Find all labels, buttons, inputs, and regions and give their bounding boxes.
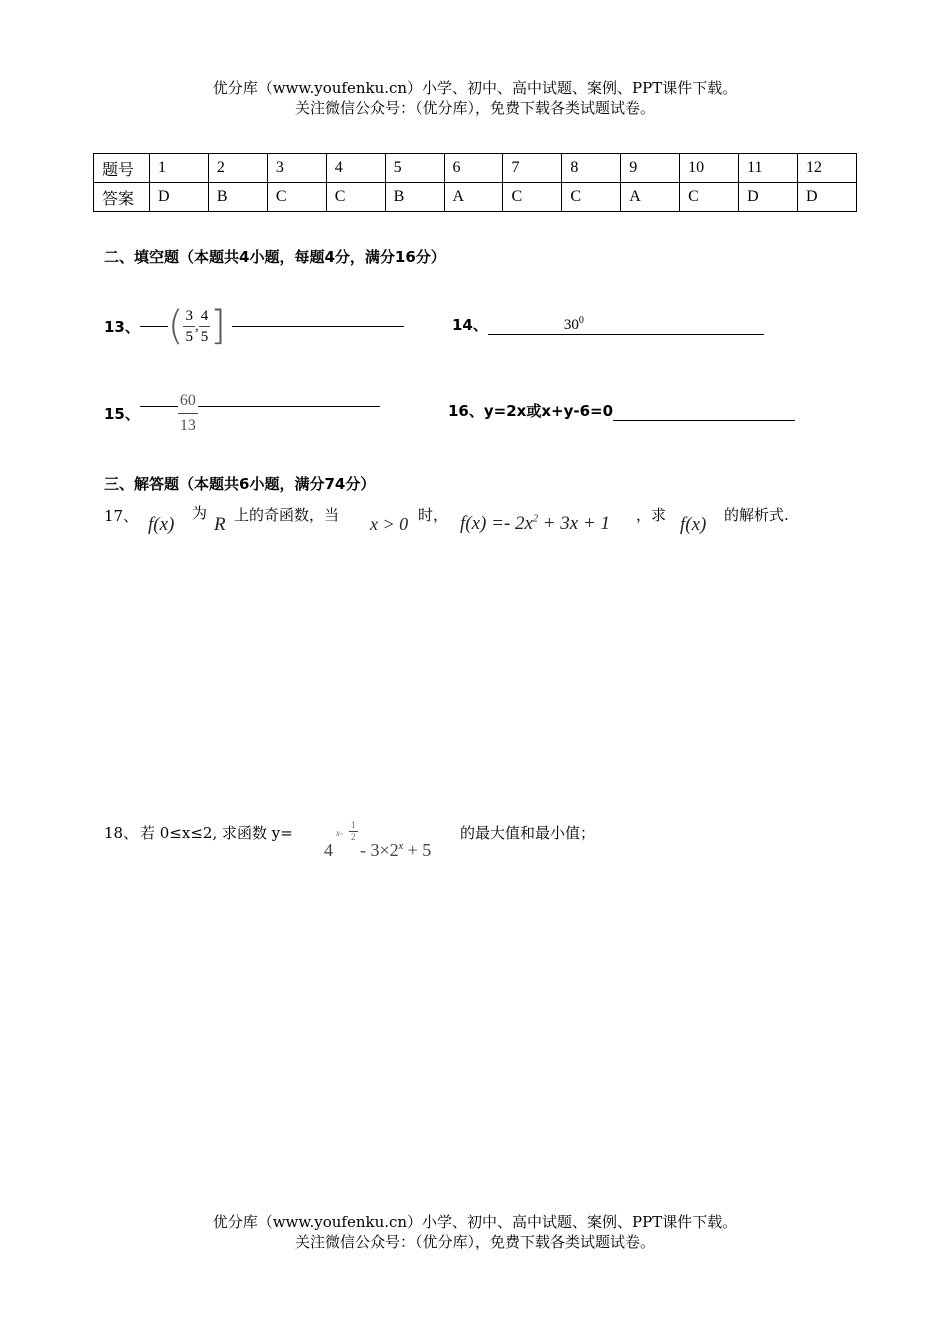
q13-num2: 4 bbox=[199, 306, 211, 327]
table-cell: 2 bbox=[208, 154, 267, 183]
table-cell: 1 bbox=[150, 154, 209, 183]
q13-fraction-1 bbox=[183, 306, 195, 347]
table-cell: B bbox=[208, 183, 267, 212]
q17-text-4: ，求 bbox=[636, 506, 667, 524]
q16-label: 16、 bbox=[448, 402, 484, 420]
q14-label: 14、 bbox=[452, 316, 488, 334]
table-cell: C bbox=[503, 183, 562, 212]
question-14 bbox=[452, 314, 764, 335]
q17-fx-2: f(x) bbox=[680, 514, 707, 535]
table-cell: C bbox=[326, 183, 385, 212]
table-cell: 9 bbox=[621, 154, 680, 183]
table-cell: 6 bbox=[444, 154, 503, 183]
header-line-2: 关注微信公众号：（优分库），免费下载各类试题试卷。 bbox=[294, 99, 655, 117]
q15-blank-trail bbox=[198, 406, 380, 407]
q13-blank-trail bbox=[232, 326, 404, 327]
footer-line-1: 优分库（www.youfenku.cn）小学、初中、高中试题、案例、PPT课件下载。 bbox=[212, 1213, 738, 1231]
q15-den: 13 bbox=[179, 416, 196, 434]
q13-den2: 5 bbox=[200, 328, 209, 345]
q17-text-3: 时， bbox=[418, 506, 449, 524]
table-cell: 5 bbox=[385, 154, 444, 183]
section-3-title: 三、解答题（本题共6小题，满分74分） bbox=[104, 475, 376, 493]
q17-text-1: 为 bbox=[192, 504, 208, 522]
question-16 bbox=[448, 400, 795, 421]
table-cell: 12 bbox=[797, 154, 856, 183]
q17-expr-tail: + 3x + 1 bbox=[537, 513, 611, 534]
table-cell: 8 bbox=[562, 154, 621, 183]
q15-fraction bbox=[178, 389, 198, 438]
question-15 bbox=[104, 388, 380, 438]
q18-text-1: 若 0≤x≤2, 求函数 y= bbox=[140, 824, 293, 842]
header-line-1: 优分库（www.youfenku.cn）小学、初中、高中试题、案例、PPT课件下载。 bbox=[212, 79, 738, 97]
answer-table bbox=[93, 153, 857, 212]
table-cell: D bbox=[797, 183, 856, 212]
table-cell: B bbox=[385, 183, 444, 212]
q14-blank-trail bbox=[584, 334, 764, 335]
q13-label: 13、 bbox=[104, 317, 140, 336]
footer-line-2: 关注微信公众号：（优分库），免费下载各类试题试卷。 bbox=[294, 1233, 655, 1251]
question-13 bbox=[104, 300, 404, 352]
q18-exp-den: 2 bbox=[351, 832, 356, 842]
table-cell: C bbox=[562, 183, 621, 212]
q18-exp-fraction bbox=[349, 820, 358, 843]
table-cell: D bbox=[739, 183, 798, 212]
table-row-answers bbox=[94, 183, 857, 212]
row-label-numbers: 题号 bbox=[94, 154, 150, 183]
question-18 bbox=[104, 818, 704, 864]
table-cell: 7 bbox=[503, 154, 562, 183]
question-17 bbox=[104, 500, 824, 544]
q17-R: R bbox=[214, 514, 226, 535]
q16-blank-trail bbox=[613, 420, 795, 421]
q17-condition: x > 0 bbox=[370, 514, 409, 534]
table-cell: A bbox=[621, 183, 680, 212]
q18-tail: + 5 bbox=[403, 840, 432, 860]
q14-answer-value: 30 bbox=[563, 317, 579, 333]
table-cell: C bbox=[680, 183, 739, 212]
q15-label: 15、 bbox=[104, 404, 140, 423]
q13-num1: 3 bbox=[183, 306, 195, 327]
table-cell: 3 bbox=[267, 154, 326, 183]
q18-exp-num: 1 bbox=[351, 820, 356, 830]
q18-exp: x- bbox=[336, 828, 343, 838]
q15-num: 60 bbox=[178, 389, 198, 414]
q18-mid-main: - 3×2 bbox=[360, 840, 399, 860]
section-2-title: 二、填空题（本题共4小题，每题4分，满分16分） bbox=[104, 248, 446, 266]
q14-answer-sup: 0 bbox=[578, 315, 584, 326]
table-cell: A bbox=[444, 183, 503, 212]
q18-mid bbox=[360, 840, 431, 861]
table-cell: 4 bbox=[326, 154, 385, 183]
table-row-numbers bbox=[94, 154, 857, 183]
table-cell: 10 bbox=[680, 154, 739, 183]
row-label-answers: 答案 bbox=[94, 183, 150, 212]
q18-mid-sup: x bbox=[398, 841, 404, 852]
right-bracket-icon: ] bbox=[210, 303, 226, 349]
q18-base: 4 bbox=[324, 840, 333, 860]
table-cell: 11 bbox=[739, 154, 798, 183]
q17-label: 17、 bbox=[104, 507, 139, 525]
q17-expr-sup: 2 bbox=[532, 513, 538, 525]
table-cell: C bbox=[267, 183, 326, 212]
q14-blank-lead bbox=[488, 334, 564, 335]
q13-blank-lead bbox=[140, 326, 168, 327]
q13-den1: 5 bbox=[185, 328, 193, 345]
q17-fx: f(x) bbox=[148, 514, 175, 535]
table-cell: D bbox=[150, 183, 209, 212]
q13-fraction-2 bbox=[199, 306, 211, 347]
q15-blank-lead bbox=[140, 406, 178, 407]
q17-expr-main: f(x) =- 2x bbox=[460, 513, 533, 534]
q14-answer bbox=[564, 315, 584, 335]
q18-label: 18、 bbox=[104, 824, 139, 842]
q17-text-5: 的解析式. bbox=[724, 506, 789, 524]
q17-text-2: 上的奇函数，当 bbox=[234, 506, 340, 524]
q16-answer: y=2x或x+y-6=0 bbox=[483, 402, 614, 420]
left-bracket-icon: ( bbox=[167, 303, 184, 349]
q17-expression bbox=[460, 513, 610, 535]
q18-text-2: 的最大值和最小值； bbox=[460, 824, 596, 842]
q13-comma: , bbox=[194, 317, 199, 334]
